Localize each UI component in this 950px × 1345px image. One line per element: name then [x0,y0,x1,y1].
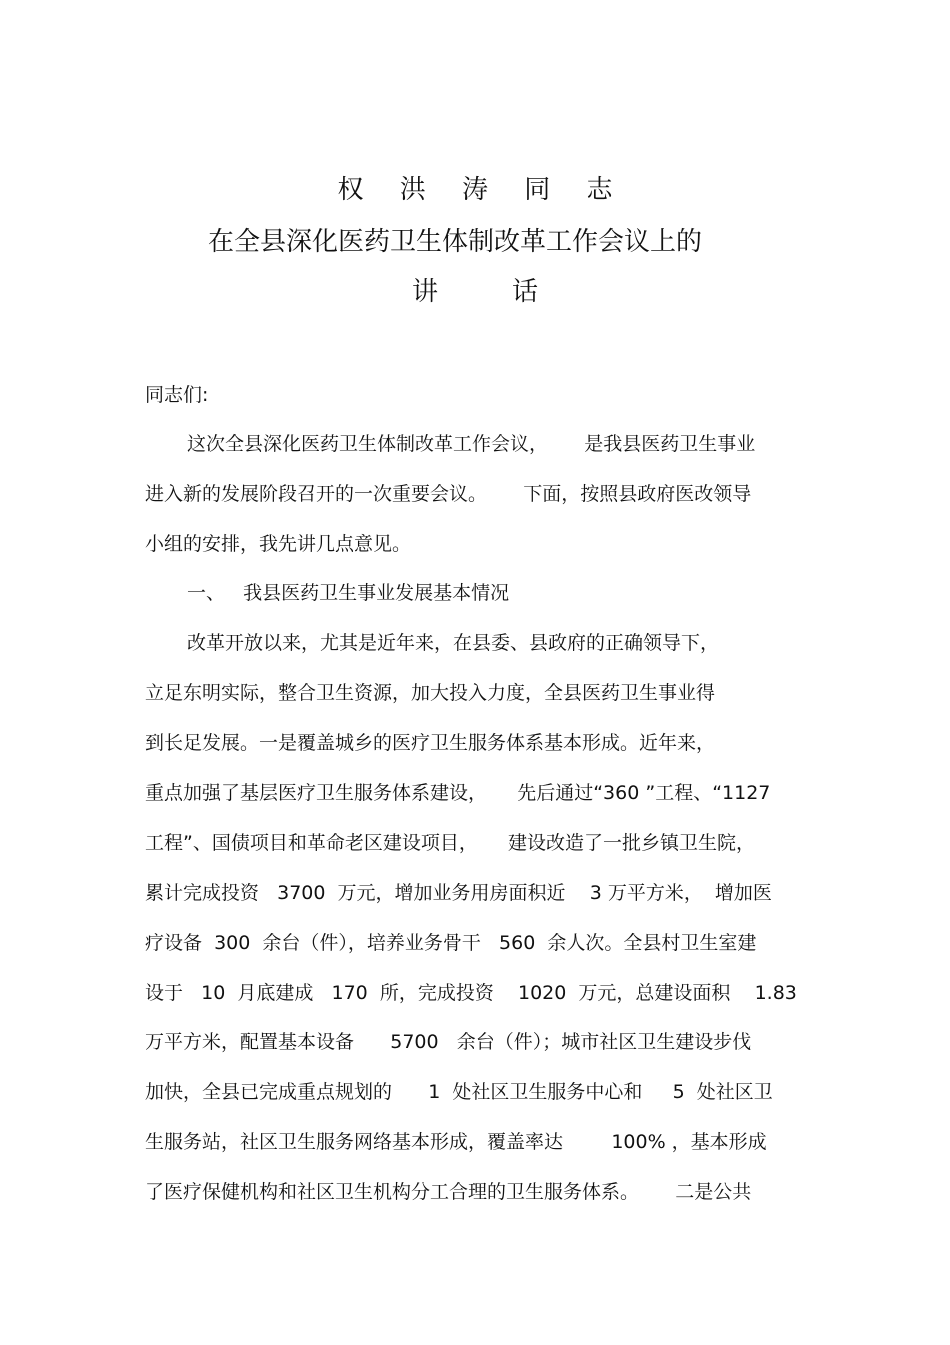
paragraph-line: 进入新的发展阶段召开的一次重要会议。 下面，按照县政府医改领导 [145,483,752,505]
paragraph-line: 了医疗保健机构和社区卫生机构分工合理的卫生服务体系。 二是公共 [145,1181,752,1203]
paragraph-line: 生服务站，社区卫生服务网络基本形成，覆盖率达 100% ，基本形成 [145,1131,767,1153]
paragraph-line: 这次全县深化医药卫生体制改革工作会议， 是我县医药卫生事业 [187,433,756,455]
paragraph-line: 到长足发展。一是覆盖城乡的医疗卫生服务体系基本形成。近年来， [145,732,716,754]
paragraph-line: 累计完成投资 3700 万元，增加业务用房面积近 3 万平方米， 增加医 [145,882,772,904]
paragraph-line: 万平方米，配置基本设备 5700 余台（件）；城市社区卫生建设步伐 [145,1031,752,1053]
paragraph-line: 设于 10 月底建成 170 所，完成投资 1020 万元，总建设面积 1.83 [145,982,797,1004]
paragraph-line: 加快，全县已完成重点规划的 1 处社区卫生服务中心和 5 处社区卫 [145,1081,773,1103]
paragraph-line: 小组的安排，我先讲几点意见。 [145,533,412,555]
paragraph-line: 改革开放以来，尤其是近年来，在县委、县政府的正确领导下， [187,632,720,654]
section-heading: 一、 我县医药卫生事业发展基本情况 [187,582,510,604]
speech-type-left: 讲 [411,277,438,307]
paragraph-line: 疗设备 300 余台（件），培养业务骨干 560 余人次。全县村卫生室建 [145,932,757,954]
speaker-name: 权 洪 涛 同 志 [337,175,627,205]
speech-type [0,276,950,308]
speech-type-right: 话 [512,277,539,307]
paragraph-line: 工程”、国债项目和革命老区建设项目， 建设改造了一批乡镇卫生院， [145,832,756,854]
speech-subtitle: 在全县深化医药卫生体制改革工作会议上的 [207,227,702,257]
paragraph-line: 重点加强了基层医疗卫生服务体系建设， 先后通过“360 ”工程、“1127 [145,782,771,804]
paragraph-line: 立足东明实际，整合卫生资源，加大投入力度，全县医药卫生事业得 [145,682,716,704]
salutation: 同志们: [145,384,209,406]
